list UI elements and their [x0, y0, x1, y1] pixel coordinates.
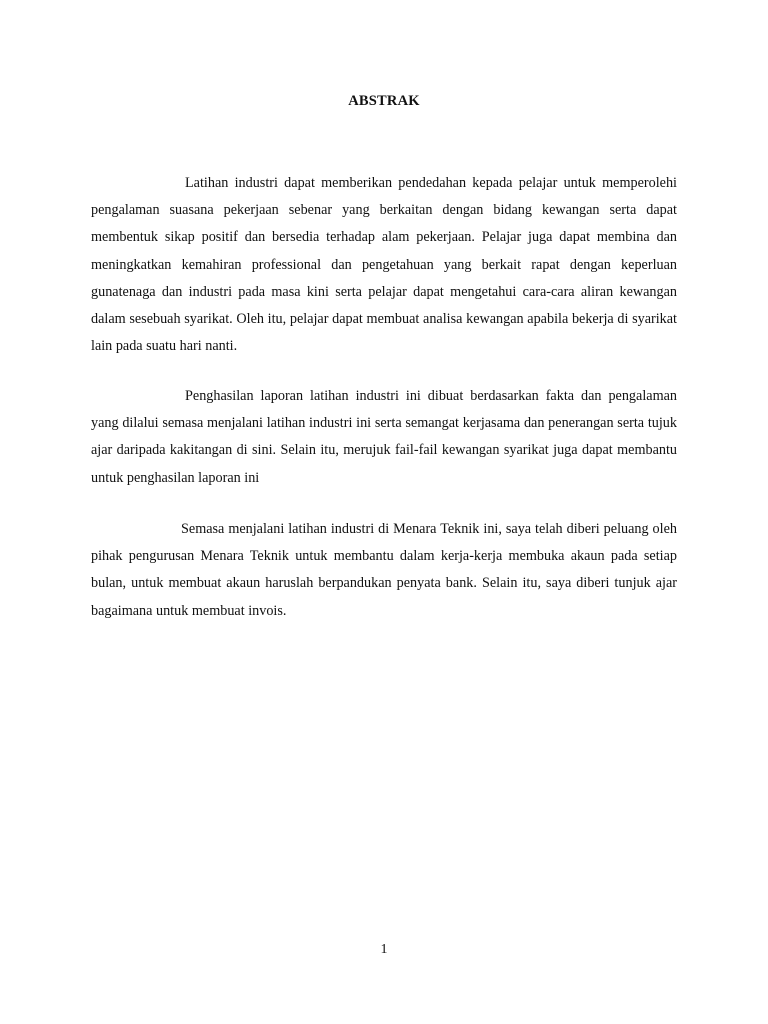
- paragraph-report: Penghasilan laporan latihan industri ini dibuat berdasarkan fakta dan pengalaman yang dilalui semasa menjalani latihan industri ini serta semangat kerjasama dan penerangan serta tujuk ajar daripada kakitangan di sini. Selain itu, merujuk fail-fail kewangan syarikat juga dapat membantu untuk penghasilan laporan ini: [91, 388, 677, 486]
- paragraph-experience: Semasa menjalani latihan industri di Menara Teknik ini, saya telah diberi peluang oleh pihak pengurusan Menara Teknik untuk membantu dalam kerja-kerja membuka akaun pada setiap bulan, untuk membuat akaun haruslah berpandukan penyata bank. Selain itu, saya diberi tunjuk ajar bagaimana untuk membuat invois.: [91, 521, 677, 619]
- page-title: ABSTRAK: [348, 93, 420, 109]
- page-number: 1: [380, 942, 388, 957]
- paragraph-intro: Latihan industri dapat memberikan pendedahan kepada pelajar untuk memperolehi pengalaman suasana pekerjaan sebenar yang berkaitan dengan bidang kewangan serta dapat membentuk sikap positif dan bersedia terhadap alam pekerjaan. Pelajar juga dapat membina dan meningkatkan kemahiran professional dan pengetahuan yang berkait rapat dengan keperluan gunatenaga dan industri pada masa kini serta pelajar dapat mengetahui cara-cara aliran kewangan dalam sesebuah syarikat. Oleh itu, pelajar dapat membuat analisa kewangan apabila bekerja di syarikat lain pada suatu hari nanti.: [91, 175, 677, 355]
